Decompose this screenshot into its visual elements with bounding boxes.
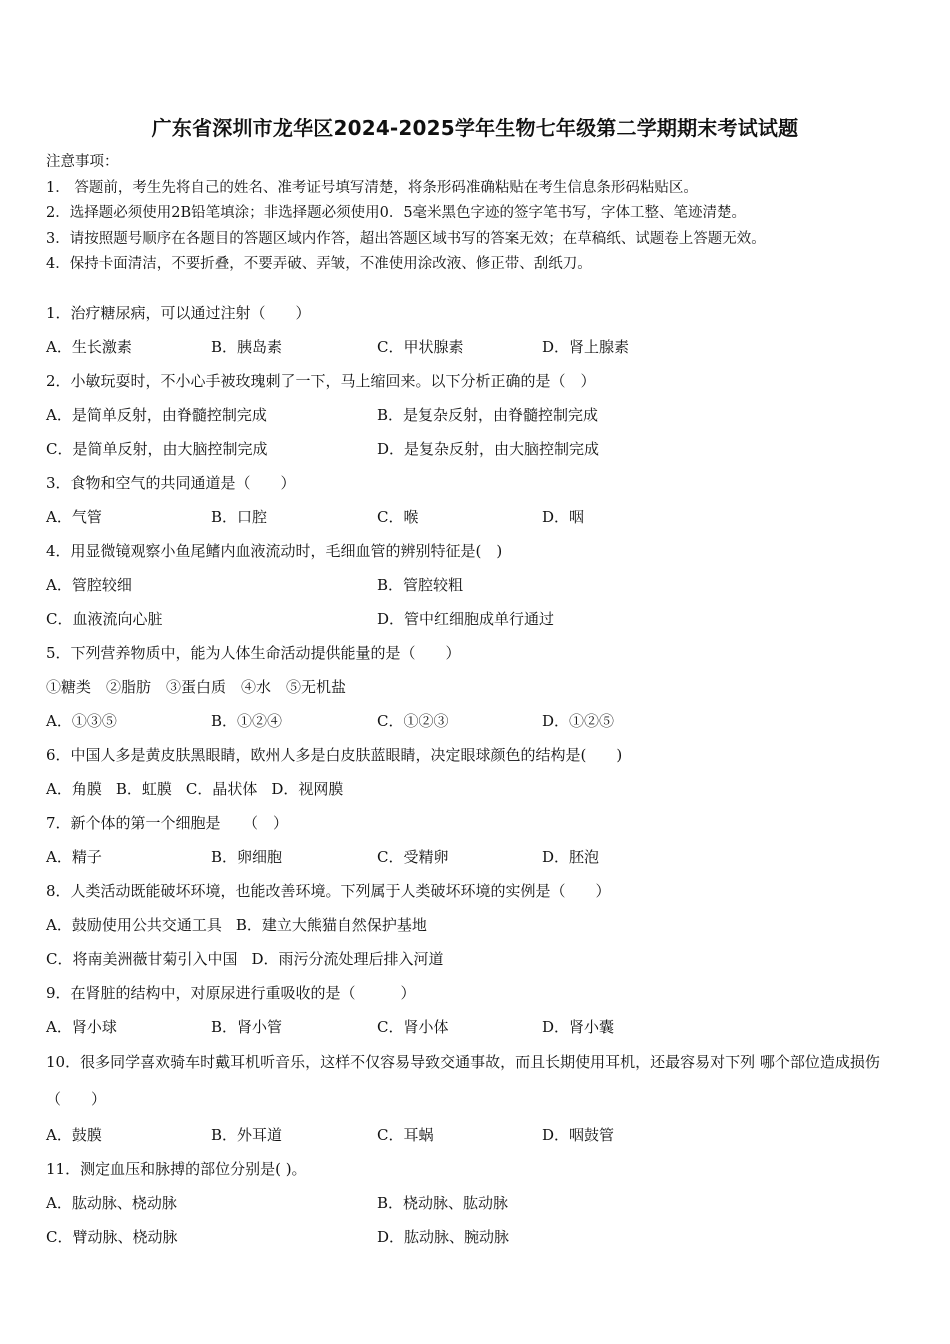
question-stem: 4．用显微镜观察小鱼尾鳍内血液流动时，毛细血管的辨别特征是( ) [46,542,503,560]
option-a: A．精子 [46,848,102,866]
option-a: A．生长激素 [46,338,132,356]
option-d: D．管中红细胞成单行通过 [377,610,555,628]
option-row [46,1186,906,1220]
option-c: C．受精卵 [377,848,449,866]
option-a: A．肾小球 [46,1018,117,1036]
option-d: D．①②⑤ [542,712,615,730]
option-d: D．咽鼓管 [542,1126,615,1144]
option-c: C．臂动脉、桡动脉 [46,1228,178,1246]
option-b: B．①②④ [211,712,283,730]
option-row [46,1220,906,1254]
option-row [46,1010,906,1044]
option-a: A．①③⑤ [46,712,117,730]
option-c: C．喉 [377,508,419,526]
option-row [46,432,906,466]
option-row [46,568,906,602]
option-b: B．胰岛素 [211,338,283,356]
option-row [46,1118,906,1152]
option-b: B．管腔较粗 [377,576,464,594]
option-c: C．耳蜗 [377,1126,434,1144]
option-row [46,704,906,738]
question-stem: 9．在肾脏的结构中，对原尿进行重吸收的是（ ） [46,984,416,1002]
option-d: D．雨污分流处理后排入河道 [251,950,444,968]
option-d: D．胚泡 [542,848,600,866]
option-c: C．将南美洲薇甘菊引入中国 [46,950,238,968]
question-stem: 7．新个体的第一个细胞是 （ ） [46,814,289,832]
option-row [46,500,906,534]
option-a: A．鼓膜 [46,1126,102,1144]
question-stem: 5．下列营养物质中，能为人体生命活动提供能量的是（ ） [46,644,461,662]
option-c: C．是简单反射，由大脑控制完成 [46,440,268,458]
option-b: B．建立大熊猫自然保护基地 [235,916,427,934]
option-b: B．是复杂反射，由脊髓控制完成 [377,406,599,424]
option-a: A．是简单反射，由脊髓控制完成 [46,406,267,424]
questions-section [46,296,906,1254]
notes-section [46,150,916,278]
option-row [46,772,906,806]
option-a: A．肱动脉、桡动脉 [46,1194,177,1212]
option-row [46,942,906,976]
option-b: B．肾小管 [211,1018,283,1036]
option-a: A．鼓励使用公共交通工具 [46,916,222,934]
notes-heading: 注意事项： [46,154,119,170]
question-stem: 3．食物和空气的共同通道是（ ） [46,474,296,492]
option-c: C．甲状腺素 [377,338,464,356]
option-d: D．肾小囊 [542,1018,615,1036]
option-c: C．晶状体 [185,780,258,798]
question-stem: 8．人类活动既能破坏环境，也能改善环境。下列属于人类破坏环境的实例是（ ） [46,882,611,900]
question-stem: 10．很多同学喜欢骑车时戴耳机听音乐，这样不仅容易导致交通事故，而且长期使用耳机，还最容易对下列 哪个部位造成损伤（ ） [46,1053,880,1108]
option-c: C．血液流向心脏 [46,610,163,628]
option-b: B．外耳道 [211,1126,283,1144]
question-extra: ①糖类 ②脂肪 ③蛋白质 ④水 ⑤无机盐 [46,678,347,696]
note-item: 3．请按照题号顺序在各题目的答题区域内作答，超出答题区域书写的答案无效；在草稿纸、试题卷上答题无效。 [46,230,766,247]
note-item: 4．保持卡面清洁，不要折叠，不要弄破、弄皱，不准使用涂改液、修正带、刮纸刀。 [46,256,592,272]
option-c: C．肾小体 [377,1018,449,1036]
option-row [46,330,906,364]
option-row [46,840,906,874]
option-d: D．咽 [542,508,585,526]
option-a: A．气管 [46,508,102,526]
option-a: A．管腔较细 [46,576,132,594]
option-a: A．角膜 [46,780,102,798]
question-stem: 6．中国人多是黄皮肤黑眼睛，欧州人多是白皮肤蓝眼睛，决定眼球颜色的结构是( ) [46,746,623,764]
option-b: B．虹膜 [115,780,172,798]
option-d: D．是复杂反射，由大脑控制完成 [377,440,600,458]
option-row [46,602,906,636]
question-stem: 1．治疗糖尿病，可以通过注射（ ） [46,304,311,322]
option-d: D．视网膜 [271,780,344,798]
option-c: C．①②③ [377,712,449,730]
option-b: B．桡动脉、肱动脉 [377,1194,509,1212]
option-b: B．口腔 [211,508,268,526]
page-title: 广东省深圳市龙华区2024-2025学年生物七年级第二学期期末考试试题 [151,116,799,140]
option-row [46,908,906,942]
option-row [46,398,906,432]
note-item: 2．选择题必须使用2B铅笔填涂；非选择题必须使用0．5毫米黑色字迹的签字笔书写，字体工整、笔迹清楚。 [46,205,747,221]
question-stem: 2．小敏玩耍时，不小心手被玫瑰刺了一下，马上缩回来。以下分析正确的是（ ） [46,372,596,390]
option-d: D．肱动脉、腕动脉 [377,1228,510,1246]
option-b: B．卵细胞 [211,848,283,866]
option-d: D．肾上腺素 [542,338,630,356]
note-item: 1． 答题前，考生先将自己的姓名、准考证号填写清楚，将条形码准确粘贴在考生信息条形码粘贴区。 [46,179,698,196]
question-stem: 11．测定血压和脉搏的部位分别是( )。 [46,1160,307,1178]
